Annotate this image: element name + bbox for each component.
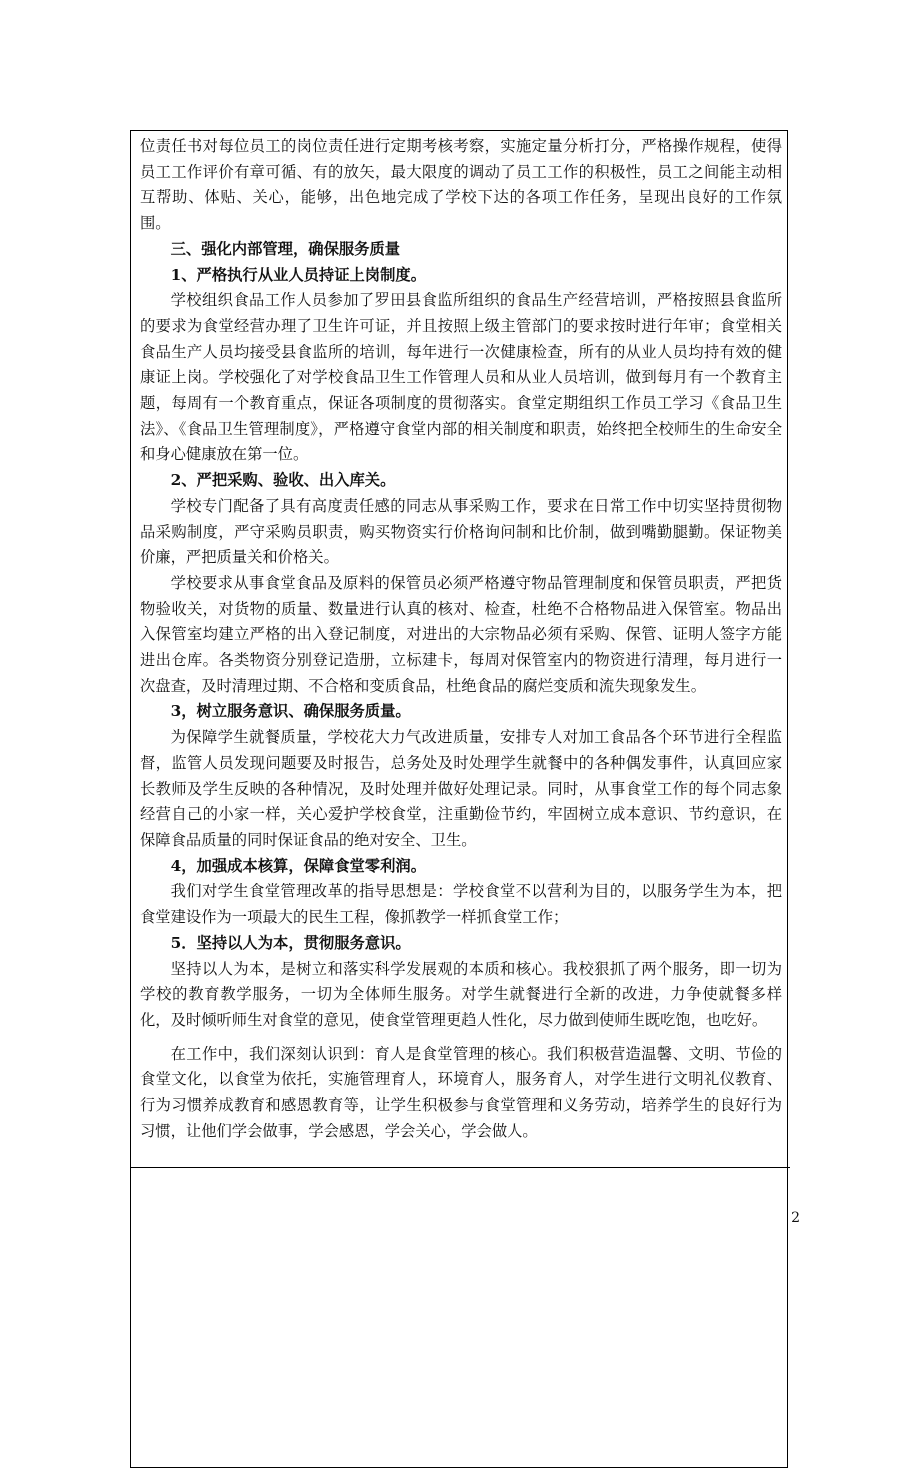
paragraph-gap: [140, 1034, 782, 1042]
paragraph: 位责任书对每位员工的岗位责任进行定期考核考察，实施定量分析打分，严格操作规程，使得员工工作评价有章可循、有的放矢，最大限度的调动了员工工作的积极性，员工之间能主动相互帮助、体贴、关心，能够，出色地完成了学校下达的各项工作任务，呈现出良好的工作氛围。: [140, 137, 782, 233]
subsection-heading: 1、严格执行从业人员持证上岗制度。: [170, 265, 426, 284]
paragraph: 在工作中，我们深刻认识到：育人是食堂管理的核心。我们积极营造温馨、文明、节俭的食堂文化，以食堂为依托，实施管理育人，环境育人，服务育人，对学生进行文明礼仪教育、行为习惯养成教育和感恩教育等，让学生积极参与食堂管理和义务劳动，培养学生的良好行为习惯，让他们学会做事，学会感恩，学会关心，学会做人。: [140, 1044, 782, 1140]
section-heading: 三、强化内部管理，确保服务质量: [170, 239, 401, 258]
paragraph: 学校专门配备了具有高度责任感的同志从事采购工作，要求在日常工作中切实坚持贯彻物品采购制度，严守采购员职责，购买物资实行价格询问制和比价制，做到嘴勤腿勤。保证物美价廉，严把质量关和价格关。: [140, 496, 782, 567]
paragraph: 我们对学生食堂管理改革的指导思想是：学校食堂不以营利为目的，以服务学生为本，把食堂建设作为一项最大的民生工程，像抓教学一样抓食堂工作；: [140, 882, 782, 927]
paragraph: 坚持以人为本，是树立和落实科学发展观的本质和核心。我校狠抓了两个服务，即一切为学校的教育教学服务，一切为全体师生服务。对学生就餐进行全新的改进，力争使就餐多样化，及时倾听师生对食堂的意见，使食堂管理更趋人性化，尽力做到使师生既吃饱，也吃好。: [140, 959, 782, 1029]
document-body: [140, 134, 782, 1144]
subsection-heading: 2、严把采购、验收、出入库关。: [170, 471, 396, 490]
subsection-heading: 5．坚持以人为本，贯彻服务意识。: [170, 933, 411, 952]
paragraph: 学校组织食品工作人员参加了罗田县食监所组织的食品生产经营培训，严格按照县食监所的要求为食堂经营办理了卫生许可证，并且按照上级主管部门的要求按时进行年审；食堂相关食品生产人员均接受县食监所的培训，每年进行一次健康检查，所有的从业人员均持有效的健康证上岗。学校强化了对学校食品卫生工作管理人员和从业人员培训，做到每月有一个教育主题，每周有一个教育重点，保证各项制度的贯彻落实。食堂定期组织工作员工学习《食品卫生法》、《食品卫生管理制度》，严格遵守食堂内部的相关制度和职责，始终把全校师生的生命安全和身心健康放在第一位。: [140, 291, 782, 464]
paragraph: 为保障学生就餐质量，学校花大力气改进质量，安排专人对加工食品各个环节进行全程监督，监管人员发现问题要及时报告，总务处及时处理学生就餐中的各种偶发事件，认真回应家长教师及学生反映的各种情况，及时处理并做好处理记录。同时，从事食堂工作的每个同志象经营自己的小家一样，关心爱护学校食堂，注重勤俭节约，牢固树立成本意识、节约意识，在保障食品质量的同时保证食品的绝对安全、卫生。: [140, 728, 782, 849]
subsection-heading: 4，加强成本核算，保障食堂零利润。: [170, 856, 426, 875]
paragraph: 学校要求从事食堂食品及原料的保管员必须严格遵守物品管理制度和保管员职责，严把货物验收关，对货物的质量、数量进行认真的核对、检查，杜绝不合格物品进入保管室。物品出入保管室均建立严格的出入登记制度，对进出的大宗物品必须有采购、保管、证明人签字方能进出仓库。各类物资分别登记造册，立标建卡，每周对保管室内的物资进行清理，每月进行一次盘查，及时清理过期、不合格和变质食品，杜绝食品的腐烂变质和流失现象发生。: [140, 573, 782, 695]
page-number: 2: [791, 1210, 800, 1226]
subsection-heading: 3，树立服务意识、确保服务质量。: [170, 702, 411, 721]
content-border-bottom: [130, 1167, 790, 1168]
